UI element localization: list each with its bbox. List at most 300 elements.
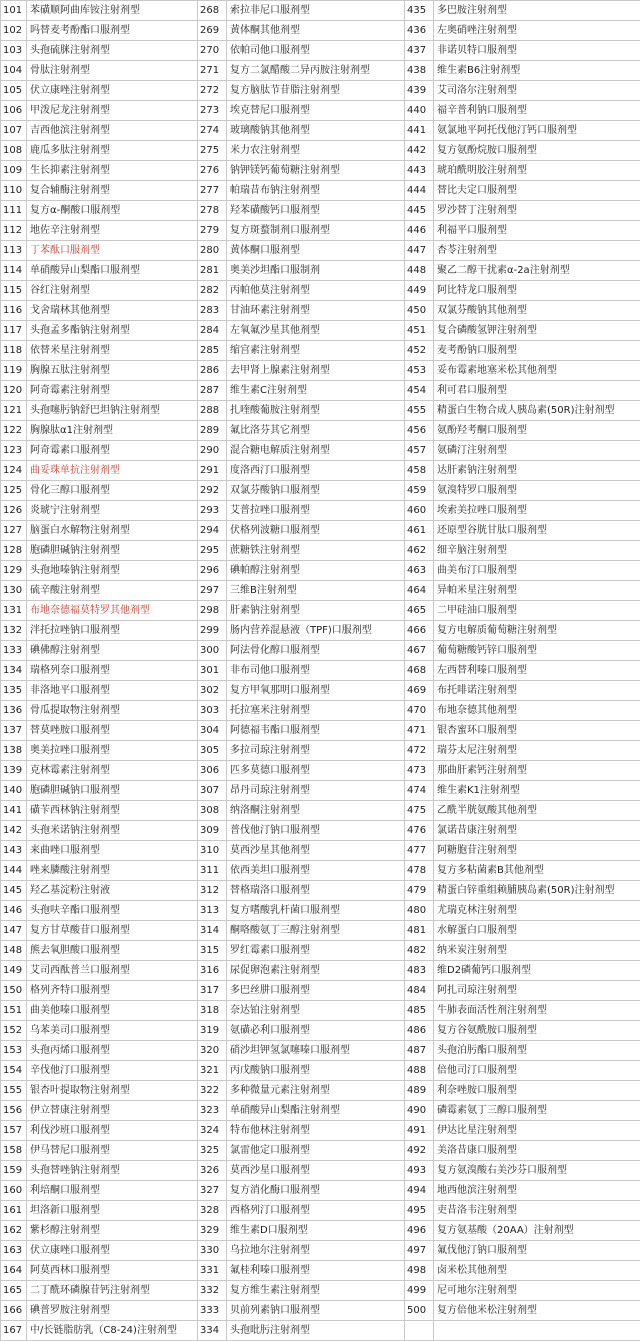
drug-name-cell: 吗替麦考酚酯口服剂型 xyxy=(27,21,198,41)
row-number-cell: 141 xyxy=(1,801,27,821)
drug-name-cell: 黄体酮其他剂型 xyxy=(227,21,405,41)
drug-name-cell: 阿法骨化醇口服剂型 xyxy=(227,641,405,661)
drug-name-cell: 埃克替尼口服剂型 xyxy=(227,101,405,121)
row-number-cell: 287 xyxy=(198,381,227,401)
drug-name-cell: 头孢呋辛酯口服剂型 xyxy=(27,901,198,921)
row-number-cell: 136 xyxy=(1,701,27,721)
row-number-cell: 299 xyxy=(198,621,227,641)
drug-name-cell: 复方甲氧那明口服剂型 xyxy=(227,681,405,701)
drug-name-cell: 甲泼尼龙注射剂型 xyxy=(27,101,198,121)
row-number-cell: 277 xyxy=(198,181,227,201)
row-number-cell: 284 xyxy=(198,321,227,341)
drug-name-cell: 胞磷胆碱钠口服剂型 xyxy=(27,781,198,801)
row-number-cell: 126 xyxy=(1,501,27,521)
table-row xyxy=(1,541,640,561)
table-row xyxy=(1,741,640,761)
drug-name-cell: 二甲硅油口服剂型 xyxy=(434,601,640,621)
drug-name-cell: 氨磷汀注射剂型 xyxy=(434,441,640,461)
drug-list-body xyxy=(1,1,640,1341)
drug-name-cell: 丙戊酸钠口服剂型 xyxy=(227,1061,405,1081)
row-number-cell: 453 xyxy=(405,361,434,381)
drug-name-cell: 单硝酸异山梨酯口服剂型 xyxy=(27,261,198,281)
row-number-cell: 479 xyxy=(405,881,434,901)
row-number-cell: 494 xyxy=(405,1181,434,1201)
drug-name-cell: 脑蛋白水解物注射剂型 xyxy=(27,521,198,541)
drug-name-cell: 羟苯磺酸钙口服剂型 xyxy=(227,201,405,221)
table-row xyxy=(1,121,640,141)
drug-name-cell: 阿比特龙口服剂型 xyxy=(434,281,640,301)
table-row xyxy=(1,1281,640,1301)
drug-name-cell: 奈达铂注射剂型 xyxy=(227,1001,405,1021)
row-number-cell: 481 xyxy=(405,921,434,941)
row-number-cell: 477 xyxy=(405,841,434,861)
row-number-cell: 318 xyxy=(198,1001,227,1021)
row-number-cell: 113 xyxy=(1,241,27,261)
row-number-cell: 460 xyxy=(405,501,434,521)
row-number-cell: 443 xyxy=(405,161,434,181)
row-number-cell: 490 xyxy=(405,1101,434,1121)
row-number-cell: 282 xyxy=(198,281,227,301)
row-number-cell: 316 xyxy=(198,961,227,981)
table-row xyxy=(1,381,640,401)
drug-name-cell: 帕瑞昔布钠注射剂型 xyxy=(227,181,405,201)
drug-name-cell: 三维B注射剂型 xyxy=(227,581,405,601)
drug-name-cell: 利奈唑胺口服剂型 xyxy=(434,1081,640,1101)
drug-name-cell: 左氧氟沙星其他剂型 xyxy=(227,321,405,341)
row-number-cell: 159 xyxy=(1,1161,27,1181)
row-number-cell: 497 xyxy=(405,1241,434,1261)
table-row xyxy=(1,181,640,201)
row-number-cell: 154 xyxy=(1,1061,27,1081)
row-number-cell: 446 xyxy=(405,221,434,241)
drug-name-cell: 缩宫素注射剂型 xyxy=(227,341,405,361)
drug-name-cell: 妥布霉素地塞米松其他剂型 xyxy=(434,361,640,381)
row-number-cell: 295 xyxy=(198,541,227,561)
drug-name-cell: 依西美坦口服剂型 xyxy=(227,861,405,881)
row-number-cell: 467 xyxy=(405,641,434,661)
row-number-cell: 117 xyxy=(1,321,27,341)
row-number-cell: 291 xyxy=(198,461,227,481)
row-number-cell: 444 xyxy=(405,181,434,201)
row-number-cell: 107 xyxy=(1,121,27,141)
row-number-cell: 309 xyxy=(198,821,227,841)
drug-name-cell: 阿莫西林口服剂型 xyxy=(27,1261,198,1281)
drug-name-cell: 纳洛酮注射剂型 xyxy=(227,801,405,821)
row-number-cell: 482 xyxy=(405,941,434,961)
drug-name-cell: 碘佛醇注射剂型 xyxy=(27,641,198,661)
row-number-cell: 483 xyxy=(405,961,434,981)
row-number-cell: 283 xyxy=(198,301,227,321)
row-number-cell: 125 xyxy=(1,481,27,501)
drug-name-cell: 头孢吡肟注射剂型 xyxy=(227,1321,405,1341)
table-row xyxy=(1,1101,640,1121)
drug-name-cell: 罗沙替丁注射剂型 xyxy=(434,201,640,221)
drug-name-cell: 维D2磷葡钙口服剂型 xyxy=(434,961,640,981)
drug-name-cell: 利可君口服剂型 xyxy=(434,381,640,401)
drug-name-cell: 利伐沙班口服剂型 xyxy=(27,1121,198,1141)
drug-name-cell: 水解蛋白口服剂型 xyxy=(434,921,640,941)
row-number-cell: 167 xyxy=(1,1321,27,1341)
drug-name-cell: 复方谷氨酰胺口服剂型 xyxy=(434,1021,640,1041)
row-number-cell: 491 xyxy=(405,1121,434,1141)
row-number-cell: 134 xyxy=(1,661,27,681)
row-number-cell: 143 xyxy=(1,841,27,861)
drug-name-cell: 匹多莫德口服剂型 xyxy=(227,761,405,781)
drug-name-cell: 葡萄糖酸钙锌口服剂型 xyxy=(434,641,640,661)
row-number-cell: 269 xyxy=(198,21,227,41)
row-number-cell: 493 xyxy=(405,1161,434,1181)
row-number-cell: 270 xyxy=(198,41,227,61)
table-row xyxy=(1,41,640,61)
row-number-cell: 438 xyxy=(405,61,434,81)
row-number-cell: 469 xyxy=(405,681,434,701)
drug-name-cell: 阿奇霉素口服剂型 xyxy=(27,441,198,461)
drug-name-cell: 丁苯酞口服剂型 xyxy=(27,241,198,261)
drug-name-cell: 莫西沙星其他剂型 xyxy=(227,841,405,861)
drug-name-cell: 维生素D口服剂型 xyxy=(227,1221,405,1241)
row-number-cell: 441 xyxy=(405,121,434,141)
row-number-cell: 331 xyxy=(198,1261,227,1281)
table-row xyxy=(1,481,640,501)
row-number-cell: 294 xyxy=(198,521,227,541)
row-number-cell: 454 xyxy=(405,381,434,401)
row-number-cell: 149 xyxy=(1,961,27,981)
row-number-cell: 451 xyxy=(405,321,434,341)
table-row xyxy=(1,501,640,521)
row-number-cell: 462 xyxy=(405,541,434,561)
table-row xyxy=(1,1021,640,1041)
drug-name-cell: 乌苯美司口服剂型 xyxy=(27,1021,198,1041)
row-number-cell: 305 xyxy=(198,741,227,761)
drug-name-cell: 牛肺表面活性剂注射剂型 xyxy=(434,1001,640,1021)
row-number-cell: 484 xyxy=(405,981,434,1001)
row-number-cell: 452 xyxy=(405,341,434,361)
drug-name-cell: 头孢地嗪钠注射剂型 xyxy=(27,561,198,581)
drug-name-cell: 银杏蜜环口服剂型 xyxy=(434,721,640,741)
row-number-cell: 495 xyxy=(405,1201,434,1221)
row-number-cell: 147 xyxy=(1,921,27,941)
table-row xyxy=(1,241,640,261)
drug-name-cell: 谷红注射剂型 xyxy=(27,281,198,301)
row-number-cell: 311 xyxy=(198,861,227,881)
drug-name-cell: 生长抑素注射剂型 xyxy=(27,161,198,181)
drug-name-cell: 钠钾镁钙葡萄糖注射剂型 xyxy=(227,161,405,181)
row-number-cell: 303 xyxy=(198,701,227,721)
row-number-cell: 325 xyxy=(198,1141,227,1161)
table-row xyxy=(1,1301,640,1321)
row-number-cell: 101 xyxy=(1,1,27,21)
drug-name-cell: 中/长链脂肪乳（C8-24)注射剂型 xyxy=(27,1321,198,1341)
drug-name-cell: 氯雷他定口服剂型 xyxy=(227,1141,405,1161)
row-number-cell: 301 xyxy=(198,661,227,681)
row-number-cell: 470 xyxy=(405,701,434,721)
table-row xyxy=(1,661,640,681)
row-number-cell: 326 xyxy=(198,1161,227,1181)
row-number-cell: 296 xyxy=(198,561,227,581)
drug-name-cell: 托拉塞米注射剂型 xyxy=(227,701,405,721)
drug-name-cell: 复方氨酚烷胺口服剂型 xyxy=(434,141,640,161)
table-row xyxy=(1,1081,640,1101)
drug-name-cell: 来曲唑口服剂型 xyxy=(27,841,198,861)
row-number-cell: 313 xyxy=(198,901,227,921)
row-number-cell: 324 xyxy=(198,1121,227,1141)
drug-name-cell: 碘帕醇注射剂型 xyxy=(227,561,405,581)
row-number-cell: 485 xyxy=(405,1001,434,1021)
drug-name-cell: 替格瑞洛口服剂型 xyxy=(227,881,405,901)
drug-name-cell: 氨溴特罗口服剂型 xyxy=(434,481,640,501)
table-row xyxy=(1,1041,640,1061)
row-number-cell: 139 xyxy=(1,761,27,781)
row-number-cell: 300 xyxy=(198,641,227,661)
drug-name-cell: 依替米星注射剂型 xyxy=(27,341,198,361)
row-number-cell: 317 xyxy=(198,981,227,1001)
drug-name-cell: 莫西沙星口服剂型 xyxy=(227,1161,405,1181)
row-number-cell: 496 xyxy=(405,1221,434,1241)
row-number-cell: 459 xyxy=(405,481,434,501)
row-number-cell: 492 xyxy=(405,1141,434,1161)
drug-name-cell: 黄体酮口服剂型 xyxy=(227,241,405,261)
row-number-cell: 114 xyxy=(1,261,27,281)
drug-name-cell: 复方氨溴酸右美沙芬口服剂型 xyxy=(434,1161,640,1181)
row-number-cell: 165 xyxy=(1,1281,27,1301)
drug-name-cell: 替莫唑胺口服剂型 xyxy=(27,721,198,741)
row-number-cell: 330 xyxy=(198,1241,227,1261)
table-row xyxy=(1,941,640,961)
drug-name-cell: 布地奈德福莫特罗其他剂型 xyxy=(27,601,198,621)
row-number-cell: 273 xyxy=(198,101,227,121)
row-number-cell: 332 xyxy=(198,1281,227,1301)
drug-name-cell: 炎琥宁注射剂型 xyxy=(27,501,198,521)
drug-name-cell: 双氯芬酸钠其他剂型 xyxy=(434,301,640,321)
drug-name-cell: 伊达比星注射剂型 xyxy=(434,1121,640,1141)
drug-name-cell: 精蛋白锌重组赖脯胰岛素(50R)注射剂型 xyxy=(434,881,640,901)
table-row xyxy=(1,1201,640,1221)
row-number-cell: 440 xyxy=(405,101,434,121)
table-row xyxy=(1,21,640,41)
row-number-cell: 468 xyxy=(405,661,434,681)
table-row xyxy=(1,1241,640,1261)
drug-name-cell: 普伐他汀钠口服剂型 xyxy=(227,821,405,841)
table-row xyxy=(1,1121,640,1141)
row-number-cell: 465 xyxy=(405,601,434,621)
drug-name-cell: 左西替利嗪口服剂型 xyxy=(434,661,640,681)
table-row xyxy=(1,321,640,341)
row-number-cell: 489 xyxy=(405,1081,434,1101)
drug-name-cell: 复方维生素注射剂型 xyxy=(227,1281,405,1301)
drug-name-cell: 维生素C注射剂型 xyxy=(227,381,405,401)
drug-name-cell: 艾司洛尔注射剂型 xyxy=(434,81,640,101)
drug-name-cell: 乌拉地尔注射剂型 xyxy=(227,1241,405,1261)
row-number-cell: 151 xyxy=(1,1001,27,1021)
table-row xyxy=(1,681,640,701)
drug-name-cell: 艾司西酞普兰口服剂型 xyxy=(27,961,198,981)
drug-name-cell: 美洛昔康口服剂型 xyxy=(434,1141,640,1161)
drug-name-cell: 多拉司琼注射剂型 xyxy=(227,741,405,761)
row-number-cell: 164 xyxy=(1,1261,27,1281)
drug-name-cell: 琥珀酰明胶注射剂型 xyxy=(434,161,640,181)
drug-name-cell: 单硝酸异山梨酯注射剂型 xyxy=(227,1101,405,1121)
row-number-cell: 321 xyxy=(198,1061,227,1081)
drug-name-cell: 苯磺顺阿曲库铵注射剂型 xyxy=(27,1,198,21)
drug-name-cell: 瑞芬太尼注射剂型 xyxy=(434,741,640,761)
table-row xyxy=(1,961,640,981)
row-number-cell: 109 xyxy=(1,161,27,181)
row-number-cell: 146 xyxy=(1,901,27,921)
drug-name-cell: 依帕司他口服剂型 xyxy=(227,41,405,61)
drug-name-cell: 阿德福韦酯口服剂型 xyxy=(227,721,405,741)
row-number-cell: 306 xyxy=(198,761,227,781)
drug-name-cell: 银杏叶提取物注射剂型 xyxy=(27,1081,198,1101)
row-number-cell: 130 xyxy=(1,581,27,601)
row-number-cell: 298 xyxy=(198,601,227,621)
drug-name-cell: 多巴胺注射剂型 xyxy=(434,1,640,21)
drug-name-cell: 维生素K1注射剂型 xyxy=(434,781,640,801)
drug-name-cell: 伊立替康注射剂型 xyxy=(27,1101,198,1121)
row-number-cell: 320 xyxy=(198,1041,227,1061)
drug-name-cell: 吉西他滨注射剂型 xyxy=(27,121,198,141)
row-number-cell: 439 xyxy=(405,81,434,101)
drug-name-cell: 复方多粘菌素B其他剂型 xyxy=(434,861,640,881)
table-row xyxy=(1,921,640,941)
row-number-cell: 104 xyxy=(1,61,27,81)
row-number-cell: 304 xyxy=(198,721,227,741)
drug-name-cell: 阿糖胞苷注射剂型 xyxy=(434,841,640,861)
table-row xyxy=(1,601,640,621)
row-number-cell: 474 xyxy=(405,781,434,801)
row-number-cell: 133 xyxy=(1,641,27,661)
row-number-cell: 499 xyxy=(405,1281,434,1301)
row-number-cell: 297 xyxy=(198,581,227,601)
drug-name-cell: 曲妥珠单抗注射剂型 xyxy=(27,461,198,481)
table-row xyxy=(1,341,640,361)
drug-name-cell: 氨磺必利口服剂型 xyxy=(227,1021,405,1041)
row-number-cell: 163 xyxy=(1,1241,27,1261)
row-number-cell: 278 xyxy=(198,201,227,221)
drug-name-cell: 复合辅酶注射剂型 xyxy=(27,181,198,201)
table-row xyxy=(1,1,640,21)
drug-name-cell: 复方嗜酸乳杆菌口服剂型 xyxy=(227,901,405,921)
row-number-cell: 112 xyxy=(1,221,27,241)
row-number-cell: 302 xyxy=(198,681,227,701)
drug-name-cell: 胸腺五肽注射剂型 xyxy=(27,361,198,381)
drug-name-cell: 辛伐他汀口服剂型 xyxy=(27,1061,198,1081)
row-number-cell: 137 xyxy=(1,721,27,741)
row-number-cell: 276 xyxy=(198,161,227,181)
table-row xyxy=(1,801,640,821)
row-number-cell: 131 xyxy=(1,601,27,621)
drug-name-cell: 福辛普利钠口服剂型 xyxy=(434,101,640,121)
row-number-cell: 120 xyxy=(1,381,27,401)
row-number-cell: 334 xyxy=(198,1321,227,1341)
row-number-cell xyxy=(405,1321,434,1341)
drug-name-cell: 贝前列素钠口服剂型 xyxy=(227,1301,405,1321)
row-number-cell: 132 xyxy=(1,621,27,641)
drug-name-cell: 特布他林注射剂型 xyxy=(227,1121,405,1141)
drug-name-cell: 复合磷酸氢钾注射剂型 xyxy=(434,321,640,341)
drug-name-cell: 麦考酚钠口服剂型 xyxy=(434,341,640,361)
table-row xyxy=(1,701,640,721)
row-number-cell: 123 xyxy=(1,441,27,461)
row-number-cell: 466 xyxy=(405,621,434,641)
drug-name-cell: 甘油环素注射剂型 xyxy=(227,301,405,321)
row-number-cell: 122 xyxy=(1,421,27,441)
row-number-cell: 456 xyxy=(405,421,434,441)
table-row xyxy=(1,821,640,841)
row-number-cell: 458 xyxy=(405,461,434,481)
row-number-cell: 437 xyxy=(405,41,434,61)
drug-name-cell: 复方脑肽节苷脂注射剂型 xyxy=(227,81,405,101)
drug-name-cell: 去甲肾上腺素注射剂型 xyxy=(227,361,405,381)
row-number-cell: 314 xyxy=(198,921,227,941)
row-number-cell: 275 xyxy=(198,141,227,161)
row-number-cell: 480 xyxy=(405,901,434,921)
table-row xyxy=(1,1141,640,1161)
row-number-cell: 110 xyxy=(1,181,27,201)
drug-name-cell: 利福平口服剂型 xyxy=(434,221,640,241)
drug-name-cell: 头孢硫脒注射剂型 xyxy=(27,41,198,61)
row-number-cell: 500 xyxy=(405,1301,434,1321)
drug-name-cell: 紫杉醇注射剂型 xyxy=(27,1221,198,1241)
row-number-cell: 464 xyxy=(405,581,434,601)
row-number-cell: 128 xyxy=(1,541,27,561)
drug-name-cell: 纳米炭注射剂型 xyxy=(434,941,640,961)
drug-name-cell: 布地奈德其他剂型 xyxy=(434,701,640,721)
drug-name-cell: 杏苓注射剂型 xyxy=(434,241,640,261)
drug-name-cell: 阿奇霉素注射剂型 xyxy=(27,381,198,401)
row-number-cell: 435 xyxy=(405,1,434,21)
drug-name-cell: 度洛西汀口服剂型 xyxy=(227,461,405,481)
row-number-cell: 461 xyxy=(405,521,434,541)
row-number-cell: 471 xyxy=(405,721,434,741)
row-number-cell: 289 xyxy=(198,421,227,441)
table-row xyxy=(1,281,640,301)
row-number-cell: 268 xyxy=(198,1,227,21)
row-number-cell: 153 xyxy=(1,1041,27,1061)
row-number-cell: 476 xyxy=(405,821,434,841)
drug-name-cell: 复方倍他米松注射剂型 xyxy=(434,1301,640,1321)
table-row xyxy=(1,421,640,441)
drug-name-cell: 多巴丝肼口服剂型 xyxy=(227,981,405,1001)
table-row xyxy=(1,261,640,281)
row-number-cell: 473 xyxy=(405,761,434,781)
row-number-cell: 144 xyxy=(1,861,27,881)
drug-name-cell: 复方α-酮酸口服剂型 xyxy=(27,201,198,221)
drug-name-cell: 蔗糖铁注射剂型 xyxy=(227,541,405,561)
row-number-cell: 475 xyxy=(405,801,434,821)
drug-name-cell: 那曲肝素钙注射剂型 xyxy=(434,761,640,781)
drug-name-cell: 磷霉素氨丁三醇口服剂型 xyxy=(434,1101,640,1121)
row-number-cell: 323 xyxy=(198,1101,227,1121)
row-number-cell: 487 xyxy=(405,1041,434,1061)
table-row xyxy=(1,461,640,481)
drug-name-cell: 西格列汀口服剂型 xyxy=(227,1201,405,1221)
row-number-cell: 445 xyxy=(405,201,434,221)
drug-name-cell: 乙酰半胱氨酸其他剂型 xyxy=(434,801,640,821)
drug-name-cell: 氟桂利嗪口服剂型 xyxy=(227,1261,405,1281)
drug-name-cell: 头孢替唑钠注射剂型 xyxy=(27,1161,198,1181)
row-number-cell: 103 xyxy=(1,41,27,61)
table-row xyxy=(1,561,640,581)
table-row xyxy=(1,141,640,161)
table-row xyxy=(1,1261,640,1281)
row-number-cell: 436 xyxy=(405,21,434,41)
drug-name-cell: 胞磷胆碱钠注射剂型 xyxy=(27,541,198,561)
row-number-cell: 166 xyxy=(1,1301,27,1321)
drug-name-cell: 唑来膦酸注射剂型 xyxy=(27,861,198,881)
drug-name-cell: 地西他滨注射剂型 xyxy=(434,1181,640,1201)
drug-name-cell: 碘普罗胺注射剂型 xyxy=(27,1301,198,1321)
table-row xyxy=(1,201,640,221)
